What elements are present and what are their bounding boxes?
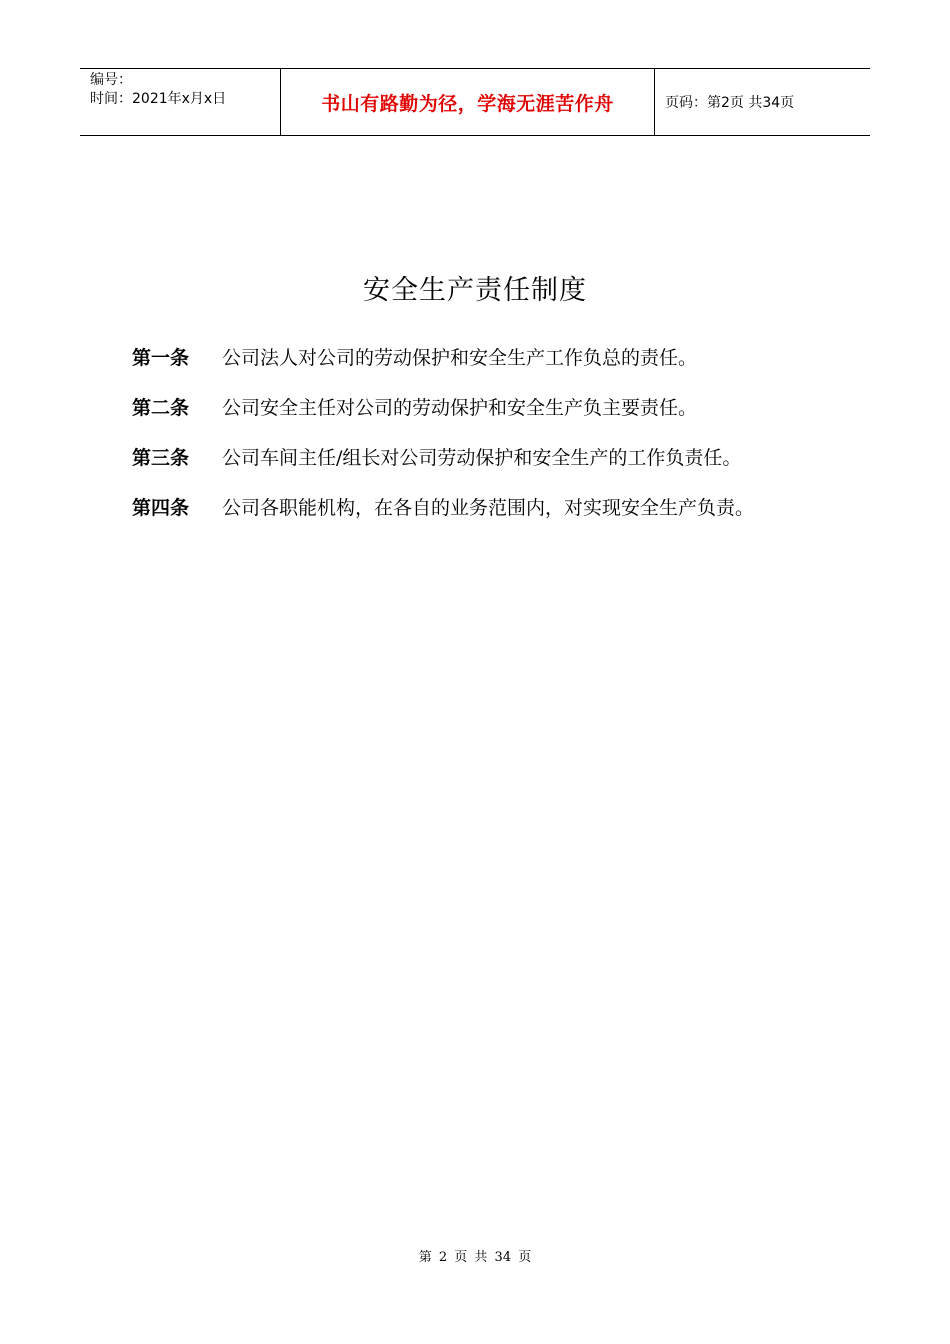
article-text: 公司法人对公司的劳动保护和安全生产工作负总的责任。 bbox=[222, 347, 698, 369]
document-date-label: 时间：2021年x月x日 bbox=[90, 91, 227, 107]
article-label: 第三条 bbox=[132, 447, 190, 469]
article-label: 第四条 bbox=[132, 497, 190, 519]
header-page-info: 页码：第2页 共34页 bbox=[665, 95, 795, 111]
article-3 bbox=[132, 445, 741, 471]
article-label: 第二条 bbox=[132, 397, 190, 419]
header-motto: 书山有路勤为径，学海无涯苦作舟 bbox=[281, 69, 655, 135]
page-header bbox=[80, 68, 870, 136]
article-2 bbox=[132, 395, 697, 421]
article-text: 公司各职能机构，在各自的业务范围内，对实现安全生产负责。 bbox=[222, 497, 755, 519]
page-footer: 第 2 页 共 34 页 bbox=[418, 1250, 532, 1265]
header-meta bbox=[80, 69, 281, 135]
article-text: 公司车间主任/组长对公司劳动保护和安全生产的工作负责任。 bbox=[222, 447, 742, 469]
article-text: 公司安全主任对公司的劳动保护和安全生产负主要责任。 bbox=[222, 397, 698, 419]
document-title: 安全生产责任制度 bbox=[363, 275, 587, 306]
document-number-label: 编号： bbox=[90, 72, 132, 88]
article-4 bbox=[132, 495, 754, 521]
article-label: 第一条 bbox=[132, 347, 190, 369]
article-1 bbox=[132, 345, 697, 371]
